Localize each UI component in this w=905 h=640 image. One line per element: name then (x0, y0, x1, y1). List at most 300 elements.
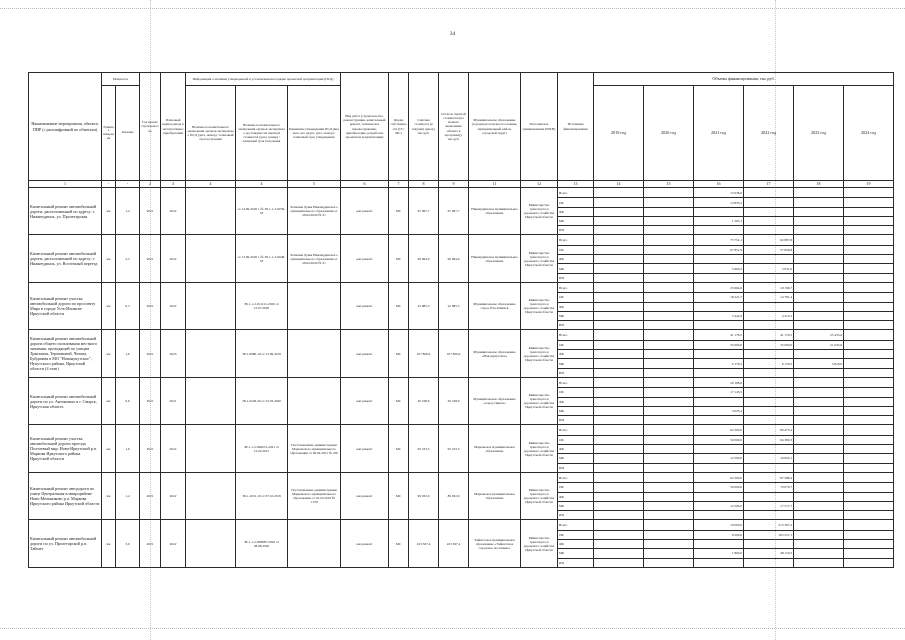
funding-source: ИИ (558, 321, 594, 330)
funding-amount (794, 226, 844, 235)
unit: км (102, 472, 116, 519)
estimate-conclusion: от 14.06.2018 г. № 38-1-1-3-0039-18 (236, 188, 288, 235)
funding-amount (844, 520, 894, 530)
col-header-year: 2019 год (594, 86, 644, 181)
object-name: Капитальный ремонт автомобильной дороги по ул. Пролетарской р.п. Тайшет (29, 520, 102, 568)
unit: км (102, 425, 116, 472)
capacity-value: 2,3 (116, 235, 140, 282)
funding-source: МБ (558, 549, 594, 558)
col-header-funding: Объемы финансирования, тыс.руб. (594, 73, 894, 86)
funding-amount (594, 330, 644, 340)
funding-amount: 12 500,0 (694, 501, 744, 510)
funding-source: ОБ (558, 340, 594, 349)
funding-amount (594, 226, 644, 235)
unit: км (102, 377, 116, 424)
object-name: Капитальный ремонт автодороги по улице Центральная в микрорайоне Ново-Мельниково р.п. Маркова Иркутского района Иркутской области (29, 472, 102, 519)
remaining-cost: 67 097,7 (439, 188, 469, 235)
column-number: 1 (29, 181, 102, 188)
funding-amount (644, 530, 694, 539)
col-header-source: Источники финансирования (558, 73, 594, 181)
funding-source: ФБ (558, 302, 594, 311)
funding-source: ИИ (558, 558, 594, 567)
remaining-cost: 223 367,4 (439, 520, 469, 568)
scan-edge-top (0, 8, 905, 9)
funding-amount: 41 176,5 (694, 330, 744, 340)
funding-amount (644, 188, 694, 198)
capacity-value: 0,6 (116, 377, 140, 424)
funding-amount (794, 445, 844, 454)
remaining-cost: 89 932,9 (439, 472, 469, 519)
scan-edge-bottom (0, 628, 905, 629)
funding-amount (594, 425, 644, 435)
funding-source: Всего (558, 188, 594, 198)
total-cost: 20 168,9 (409, 377, 439, 424)
work-type: кап.ремонт (341, 235, 389, 282)
funding-amount (844, 235, 894, 245)
funding-amount (644, 293, 694, 302)
funding-amount (794, 558, 844, 567)
object-name: Капитальный ремонт автомобильной дороги по ул. Антоновых в г. Свирск, Иркутская область (29, 377, 102, 424)
funding-amount (794, 188, 844, 198)
funding-amount (794, 377, 844, 387)
table-row (29, 425, 894, 435)
column-number: 6 (341, 181, 389, 188)
funding-amount (844, 416, 894, 425)
funding-source: ФБ (558, 492, 594, 501)
funding-source: Всего (558, 282, 594, 292)
funding-amount (844, 188, 894, 198)
municipality: Муниципальное образование «город Свирск» (469, 377, 521, 424)
funding-amount (594, 245, 644, 254)
funding-amount (644, 311, 694, 320)
funding-amount: 41 176,5 (744, 330, 794, 340)
ownership: МС (389, 377, 409, 424)
column-number: 17 (744, 181, 794, 188)
col-header-expertise: Наличие положительного заключения органов экспертизы о ПСД (дата, номер) / плановый срок получения (186, 86, 236, 181)
estimate-conclusion: 38-1-1-2-008887-2020 от 28.08.2020 (236, 520, 288, 568)
funding-amount (594, 540, 644, 549)
funding-amount (744, 368, 794, 377)
funding-amount (794, 472, 844, 482)
funding-amount (744, 226, 794, 235)
col-header-year: 2022 год (744, 86, 794, 181)
funding-amount (644, 350, 694, 359)
unit: км (102, 282, 116, 329)
column-number: - (102, 181, 116, 188)
funding-amount (594, 435, 644, 444)
executor: Министерство транспорта и дорожного хозяйства Иркутской области (521, 330, 558, 377)
funding-amount (694, 226, 744, 235)
funding-amount (744, 388, 794, 397)
funding-amount (594, 188, 644, 198)
funding-amount (744, 540, 794, 549)
ownership: МС (389, 330, 409, 377)
funding-amount (694, 321, 744, 330)
funding-amount (594, 264, 644, 273)
funding-amount (744, 445, 794, 454)
funding-amount (594, 511, 644, 520)
funding-amount: 35 000,0 (694, 340, 744, 349)
funding-amount (644, 549, 694, 558)
column-number: 19 (844, 181, 894, 188)
municipality: Муниципальное образование «Новонукутское» (469, 330, 521, 377)
funding-amount (744, 397, 794, 406)
funding-amount (644, 558, 694, 567)
funding-amount: 62 500,0 (694, 425, 744, 435)
funding-amount: 10 000,0 (694, 520, 744, 530)
municipality: Марковское муниципальное образование (469, 472, 521, 519)
funding-amount: 213 367,4 (744, 520, 794, 530)
funding-amount (644, 454, 694, 463)
end-year: 2021 (161, 377, 186, 424)
col-header-pd-info: Информация о наличии утвержденной в установленном порядке проектной документации (ПСД) (186, 73, 341, 86)
funding-amount: 3 818,0 (794, 359, 844, 368)
column-number: 16 (694, 181, 744, 188)
funding-amount (794, 454, 844, 463)
funding-amount (644, 511, 694, 520)
funding-amount (794, 273, 844, 282)
funding-amount (794, 216, 844, 225)
column-number: 11 (469, 181, 521, 188)
funding-amount (594, 463, 644, 472)
funding-amount: 20 168,9 (694, 377, 744, 387)
funding-amount (844, 311, 894, 320)
start-year: 2021 (140, 520, 161, 568)
col-header-total-cost: Сметная стоимость (в текущих ценах), тыс.руб. (409, 73, 439, 181)
col-header-year: 2020 год (644, 86, 694, 181)
funding-amount (844, 472, 894, 482)
funding-amount (594, 501, 644, 510)
funding-amount (644, 483, 694, 492)
executor: Министерство транспорта и дорожного хозяйства Иркутской области (521, 425, 558, 472)
funding-amount (794, 530, 844, 539)
work-type: кап.ремонт (341, 472, 389, 519)
funding-amount (794, 549, 844, 558)
funding-amount: 3 025,4 (694, 406, 744, 415)
funding-amount (844, 435, 894, 444)
column-number: 8 (409, 181, 439, 188)
funding-amount (744, 416, 794, 425)
funding-source: ОБ (558, 530, 594, 539)
funding-amount (594, 492, 644, 501)
end-year: 2022 (161, 425, 186, 472)
start-year: 2021 (140, 235, 161, 282)
funding-amount: 16 093,1 (744, 454, 794, 463)
funding-amount: 70 070,7 (744, 483, 794, 492)
column-number: 5 (288, 181, 341, 188)
funding-amount (844, 368, 894, 377)
funding-source: МБ (558, 264, 594, 273)
funding-amount (844, 397, 894, 406)
funding-amount (594, 216, 644, 225)
funding-amount (694, 416, 744, 425)
col-header-name: Наименование мероприятия, объекта, ПИР (с расшифровкой по объектам) (29, 73, 102, 181)
funding-amount (844, 245, 894, 254)
funding-amount (594, 273, 644, 282)
col-header-municipality: Муниципальное образование (городское/сельское поселение, муниципальный район, городской округ) (469, 73, 521, 181)
municipality: Марковское муниципальное образование (469, 425, 521, 472)
funding-amount (744, 321, 794, 330)
expertise (186, 282, 236, 329)
funding-amount (694, 273, 744, 282)
unit: км (102, 188, 116, 235)
psd-approval: Решение Думы Нижнеудинского муниципального образования от 29.04.2020 № 31 (288, 235, 341, 282)
funding-amount (794, 397, 844, 406)
funding-amount (594, 293, 644, 302)
table-row (29, 330, 894, 340)
executor: Министерство транспорта и дорожного хозяйства Иркутской области (521, 282, 558, 329)
table-row (29, 235, 894, 245)
work-type: кап.ремонт (341, 330, 389, 377)
funding-amount (794, 425, 844, 435)
col-header-unit: Единица измерения (102, 86, 116, 181)
funding-amount (844, 293, 894, 302)
funding-source: Всего (558, 235, 594, 245)
capacity-value: 3,0 (116, 520, 140, 568)
funding-amount (794, 207, 844, 216)
funding-amount: 165 257,1 (744, 530, 794, 539)
expertise (186, 377, 236, 424)
funding-amount: 8 200,0 (694, 530, 744, 539)
funding-source: МБ (558, 311, 594, 320)
funding-amount (694, 558, 744, 567)
ownership: МС (389, 235, 409, 282)
capacity-value: 0,3 (116, 282, 140, 329)
funding-amount (744, 198, 794, 207)
funding-amount (744, 511, 794, 520)
funding-source: ФБ (558, 350, 594, 359)
funding-amount: 50 000,0 (694, 483, 744, 492)
funding-amount: 5 031,0 (744, 264, 794, 273)
estimate-conclusion: 38-1-1-2-066051-2021 от 12.02.2021 (236, 425, 288, 472)
funding-amount (794, 245, 844, 254)
col-header-remaining-cost: Остаток сметной стоимости (на момент включения объекта в программу), тыс.руб. (439, 73, 469, 181)
funding-amount (744, 492, 794, 501)
funding-amount (844, 406, 894, 415)
funding-source: Всего (558, 472, 594, 482)
funding-amount (644, 540, 694, 549)
psd-approval: Решение Думы Нижнеудинского муниципального образования от 29.04.2020 № 31 (288, 188, 341, 235)
object-name: Капитальный ремонт автомобильной дороги общего пользования местного значения, проходящей по улицам Трактовая, Терешковой, Чехова, Буйдачева в МО "Новонукутское", Нукутского района, Иркутской области (4 этап) (29, 330, 102, 377)
funding-amount (844, 492, 894, 501)
funding-amount (794, 350, 844, 359)
funding-amount (744, 558, 794, 567)
funding-amount (594, 198, 644, 207)
funding-amount (794, 501, 844, 510)
funding-amount (594, 235, 644, 245)
funding-source: МБ (558, 454, 594, 463)
funding-amount (644, 368, 694, 377)
funding-amount (844, 501, 894, 510)
funding-amount (644, 445, 694, 454)
funding-source: ОБ (558, 198, 594, 207)
funding-amount (694, 255, 744, 264)
funding-amount (644, 463, 694, 472)
estimate-conclusion: 38-1-0980-19 от 13.09.2019 (236, 330, 288, 377)
remaining-cost: 22 985,3 (439, 282, 469, 329)
col-header-ownership: Форма собственности (ГС/МС) (389, 73, 409, 181)
funding-amount (844, 454, 894, 463)
remaining-cost: 90 694,9 (439, 235, 469, 282)
funding-amount: 14 781,4 (744, 293, 794, 302)
col-header-year: 2021 год (694, 86, 744, 181)
funding-amount: 87 588,4 (744, 472, 794, 482)
funding-amount (844, 540, 894, 549)
unit: км (102, 520, 116, 568)
estimate-conclusion: 38-1-1-2-011121-2020 от 15.07.2020 (236, 282, 288, 329)
funding-amount (644, 245, 694, 254)
ownership: МС (389, 520, 409, 568)
funding-amount (644, 406, 694, 415)
funding-amount (594, 416, 644, 425)
funding-amount: 5 442,9 (694, 311, 744, 320)
end-year: 2022 (161, 472, 186, 519)
funding-amount (644, 340, 694, 349)
funding-amount (794, 492, 844, 501)
funding-amount (844, 255, 894, 264)
funding-amount (794, 416, 844, 425)
funding-amount (644, 198, 694, 207)
funding-amount (694, 350, 744, 359)
funding-source: ФБ (558, 255, 594, 264)
funding-amount: 15 038,6 (694, 188, 744, 198)
expertise (186, 425, 236, 472)
funding-amount (594, 282, 644, 292)
funding-amount (794, 235, 844, 245)
funding-amount: 23 664,6 (694, 282, 744, 292)
table-row (29, 282, 894, 292)
column-number: 4 (236, 181, 288, 188)
funding-amount (744, 188, 794, 198)
funding-amount (794, 293, 844, 302)
expertise (186, 520, 236, 568)
column-number: 7 (389, 181, 409, 188)
funding-source: ОБ (558, 483, 594, 492)
funding-amount (644, 330, 694, 340)
funding-source: ОБ (558, 435, 594, 444)
funding-amount (694, 207, 744, 216)
funding-source: Всего (558, 330, 594, 340)
total-cost: 90 694,9 (409, 235, 439, 282)
funding-amount: 19 196,7 (744, 282, 794, 292)
funding-amount: 13 835,5 (694, 198, 744, 207)
column-number: 4 (186, 181, 236, 188)
funding-amount (694, 492, 744, 501)
object-name: Капитальный ремонт автомобильной дороги, расположенной по адресу: г. Нижнеудинск, ул. Пролетарская (29, 188, 102, 235)
object-name: Капитальный ремонт автомобильной дороги, расположенной по адресу: г. Нижнеудинск, ул. Восточный переезд (29, 235, 102, 282)
start-year: 2021 (140, 330, 161, 377)
executor: Министерство транспорта и дорожного хозяйства Иркутской области (521, 520, 558, 568)
table-row (29, 520, 894, 530)
column-number: 13 (558, 181, 594, 188)
funding-source: ИИ (558, 463, 594, 472)
col-header-end-year: Плановый период ввода в эксплуатацию/ приобретения (161, 73, 186, 181)
funding-amount: 25 453,6 (794, 330, 844, 340)
funding-amount (594, 321, 644, 330)
object-name: Капитальный ремонт участка автомобильной дороги проезда Полтаевый мкр. Ново-Иркутский р.п. Маркова Иркутского района Иркутской области (29, 425, 102, 472)
executor: Министерство транспорта и дорожного хозяйства Иркутской области (521, 472, 558, 519)
col-header-year: 2024 год (844, 86, 894, 181)
work-type: кап.ремонт (341, 282, 389, 329)
funding-source: МБ (558, 406, 594, 415)
column-number: 12 (521, 181, 558, 188)
start-year: 2021 (140, 377, 161, 424)
remaining-cost: 20 168,9 (439, 377, 469, 424)
funding-amount (594, 445, 644, 454)
funding-amount (794, 311, 844, 320)
funding-amount (744, 377, 794, 387)
start-year: 2021 (140, 282, 161, 329)
executor: Министерство транспорта и дорожного хозяйства Иркутской области (521, 377, 558, 424)
funding-amount (644, 255, 694, 264)
funding-amount (594, 368, 644, 377)
psd-approval (288, 520, 341, 568)
column-number: 3 (161, 181, 186, 188)
funding-amount: 1 203,1 (694, 216, 744, 225)
work-type: кап.ремонт (341, 520, 389, 568)
funding-source: ОБ (558, 245, 594, 254)
funding-amount: 64 380,3 (744, 435, 794, 444)
funding-source: Всего (558, 520, 594, 530)
remaining-cost: 107 806,6 (439, 330, 469, 377)
total-cost: 95 163,5 (409, 425, 439, 472)
funding-amount (794, 388, 844, 397)
funding-amount: 6 176,5 (694, 359, 744, 368)
funding-amount (794, 435, 844, 444)
table-row (29, 472, 894, 482)
estimate-conclusion: от 13.06.2018 г. № 38-1-1-3-0048-18 (236, 235, 288, 282)
funding-amount (644, 216, 694, 225)
col-header-work-type: Вид работ (строительство, реконструкция, капитальный ремонт, техническое перевооружение, приобретение, разработка проектной документации) (341, 73, 389, 181)
funding-amount: 1 800,0 (694, 549, 744, 558)
col-header-executor: Исполнитель (наименование ИОГВ) (521, 73, 558, 181)
funding-source: Всего (558, 425, 594, 435)
total-cost: 223 367,4 (409, 520, 439, 568)
funding-amount (844, 264, 894, 273)
expertise (186, 330, 236, 377)
end-year: 2022 (161, 188, 186, 235)
funding-amount: 50 000,0 (694, 435, 744, 444)
funding-amount (844, 445, 894, 454)
funding-source: ФБ (558, 207, 594, 216)
funding-amount: 62 500,0 (694, 472, 744, 482)
psd-approval: Постановление администрации Марковского муниципального образования от 16.10.2019 № 1.578 (288, 472, 341, 519)
funding-amount (694, 368, 744, 377)
municipality: Муниципальное образование город Усть-Илимск (469, 282, 521, 329)
funding-source: ИИ (558, 511, 594, 520)
funding-amount (794, 483, 844, 492)
funding-amount (744, 216, 794, 225)
funding-amount (644, 321, 694, 330)
funding-source: ФБ (558, 445, 594, 454)
funding-amount (594, 377, 644, 387)
total-cost: 22 985,3 (409, 282, 439, 329)
capacity-value: 1,4 (116, 472, 140, 519)
object-name: Капитальный ремонт участка автомобильной дороги по проспекту Мира в городе Усть-Илимске Иркутской области (29, 282, 102, 329)
start-year: 2021 (140, 188, 161, 235)
funding-amount (844, 377, 894, 387)
funding-amount (594, 454, 644, 463)
psd-approval (288, 282, 341, 329)
funding-amount (844, 483, 894, 492)
funding-amount: 73 752,1 (694, 235, 744, 245)
funding-amount (794, 368, 844, 377)
psd-approval (288, 330, 341, 377)
funding-amount (794, 511, 844, 520)
funding-amount (594, 302, 644, 311)
col-header-year: 2023 год (794, 86, 844, 181)
funding-amount (694, 445, 744, 454)
